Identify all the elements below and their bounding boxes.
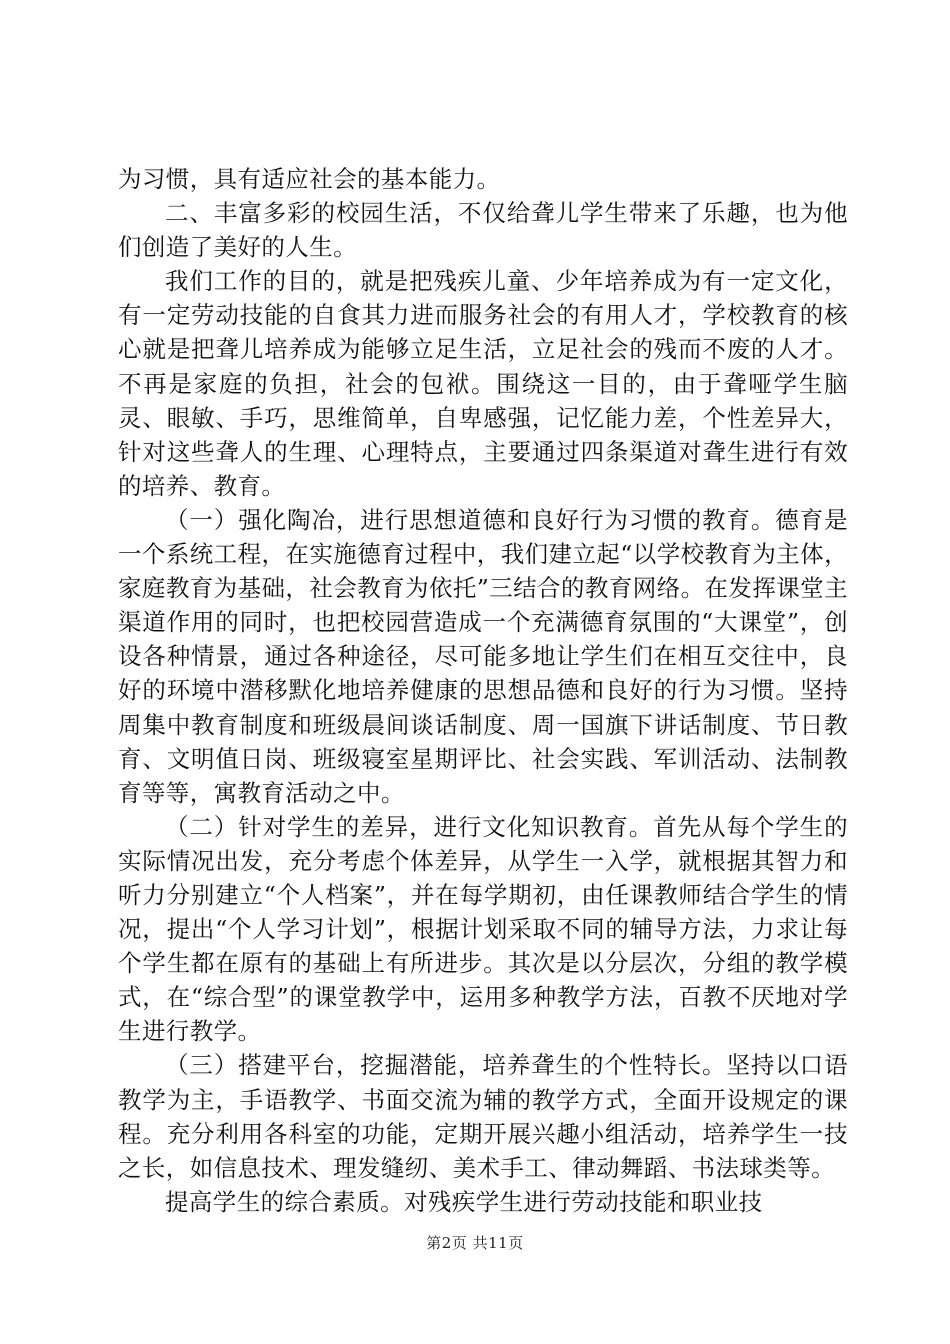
paragraph-knowledge-education: （二）针对学生的差异，进行文化知识教育。首先从每个学生的实际情况出发，充分考虑个体差异，从学生一入学，就根据其智力和听力分别建立“个人档案”，并在每学期初，由任课教师结合学生的情况，提出“个人学习计划”，根据计划采取不同的辅导方法，力求让每个学生都在原有的基础上有所进步。其次是以分层次，分组的教学模式，在“综合型”的课堂教学中，运用多种教学方法，百教不厌地对学生进行教学。 xyxy=(118,812,848,1046)
page-number-footer: 第2页 共11页 xyxy=(426,1234,524,1252)
paragraph-section-two-heading: 二、丰富多彩的校园生活，不仅给聋儿学生带来了乐趣，也为他们创造了美好的人生。 xyxy=(118,199,848,262)
paragraph-overall-quality: 提高学生的综合素质。对残疾学生进行劳动技能和职业技 xyxy=(165,1187,763,1216)
paragraph-work-goal: 我们工作的目的，就是把残疾儿童、少年培养成为有一定文化，有一定劳动技能的自食其力进而服务社会的有用人才，学校教育的核心就是把聋儿培养成为能够立足生活，立足社会的残而不废的人才。不再是家庭的负担，社会的包袱。围绕这一目的，由于聋哑学生脑灵、眼敏、手巧，思维简单，自卑感强，记忆能力差，个性差异大，针对这些聋人的生理、心理特点，主要通过四条渠道对聋生进行有效的培养、教育。 xyxy=(118,267,848,500)
paragraph-continuation: 为习惯，具有适应社会的基本能力。 xyxy=(118,165,501,193)
document-body xyxy=(118,162,848,1219)
paragraph-moral-education: （一）强化陶冶，进行思想道德和良好行为习惯的教育。德育是一个系统工程，在实施德育过程中，我们建立起“以学校教育为主体，家庭教育为基础，社会教育为依托”三结合的教育网络。在发挥课堂主渠道作用的同时，也把校园营造成一个充满德育氛围的“大课堂”，创设各种情景，通过各种途径，尽可能多地让学生们在相互交往中，良好的环境中潜移默化地培养健康的思想品德和良好的行为习惯。坚持周集中教育制度和班级晨间谈话制度、周一国旗下讲话制度、节日教育、文明值日岗、班级寝室星期评比、社会实践、军训活动、法制教育等等，寓教育活动之中。 xyxy=(118,505,848,807)
paragraph-talent-development: （三）搭建平台，挖掘潜能，培养聋生的个性特长。坚持以口语教学为主，手语教学、书面交流为辅的教学方式，全面开设规定的课程。充分利用各科室的功能，定期开展兴趣小组活动，培养学生一技之长，如信息技术、理发缝纫、美术手工、律动舞蹈、书法球类等。 xyxy=(118,1051,848,1182)
